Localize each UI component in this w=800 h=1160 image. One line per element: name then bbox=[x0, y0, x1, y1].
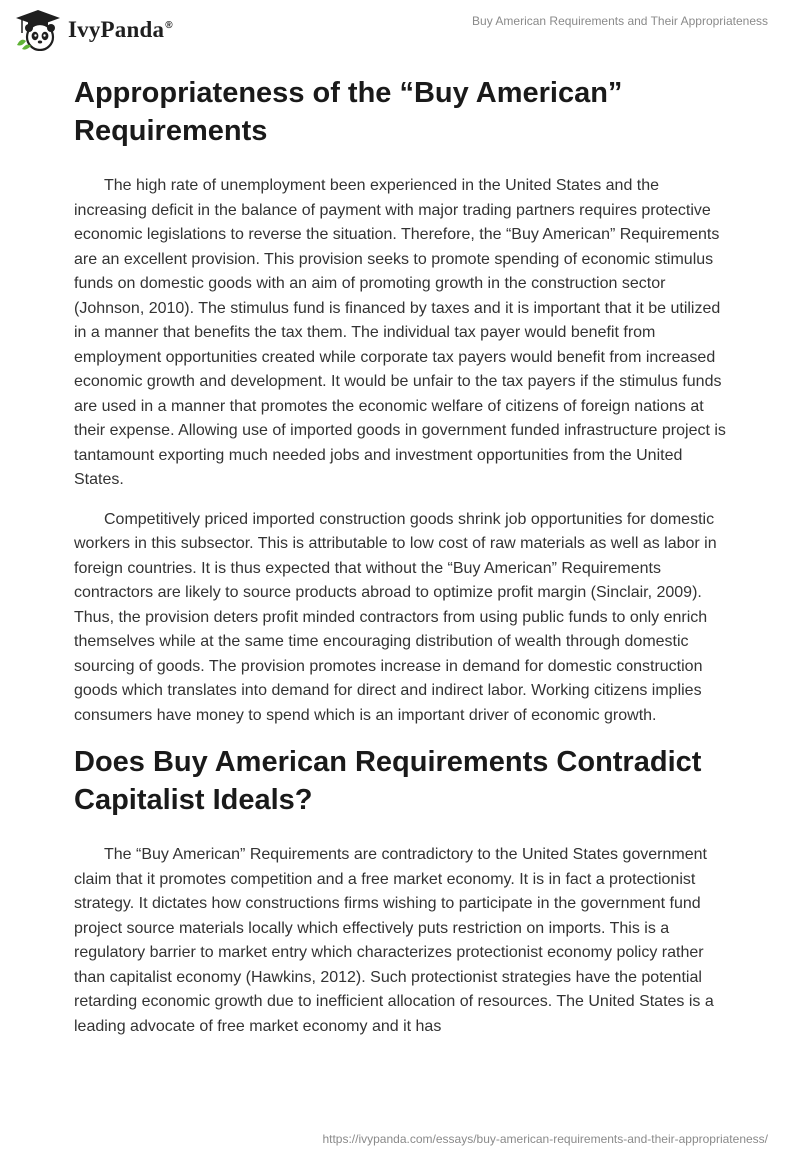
page-header bbox=[0, 0, 800, 62]
source-url-link[interactable]: https://ivypanda.com/essays/buy-american-requirements-and-their-appropriateness/ bbox=[322, 1132, 768, 1146]
ivypanda-logo[interactable] bbox=[14, 9, 173, 51]
document-title: Buy American Requirements and Their Appropriateness bbox=[472, 14, 768, 28]
brand-name: IvyPanda® bbox=[68, 17, 173, 42]
paragraph: The high rate of unemployment been experienced in the United States and the increasing deficit in the balance of payment with major trading partners requires protective economic legislations to reverse the situation. Therefore, the “Buy American” Requirements are an excellent provision. This provision seeks to promote spending of economic stimulus funds on domestic goods with an aim of promoting growth in the construction sector (Johnson, 2010). The stimulus fund is financed by taxes and it is important that it be utilized in a manner that benefits the tax them. The individual tax payer would benefit from employment opportunities created while corporate tax payers would benefit from increased economic growth and development. It would be unfair to the tax payers if the stimulus funds are used in a manner that promotes the economic welfare of citizens of foreign nations at their expense. Allowing use of imported goods in government funded infrastructure project is tantamount exporting much needed jobs and investment opportunities from the United States. bbox=[74, 177, 726, 488]
paragraph: Competitively priced imported construction goods shrink job opportunities for domestic workers in this subsector. This is attributable to low cost of raw materials as well as labor in foreign countries. It is thus expected that without the “Buy American” Requirements contractors are likely to source products abroad to optimize profit margin (Sinclair, 2009). Thus, the provision deters profit minded contractors from using public funds to only enrich themselves while at the same time encouraging distribution of wealth through domestic sourcing of goods. The provision promotes increase in demand for domestic construction goods which translates into demand for direct and indirect labor. Working citizens implies consumers have money to spend which is an important driver of economic growth. bbox=[74, 510, 717, 724]
section-heading-appropriateness: Appropriateness of the “Buy American” Requirements bbox=[74, 77, 623, 147]
article-body bbox=[74, 74, 734, 1039]
registered-mark: ® bbox=[165, 20, 173, 32]
panda-graduate-icon bbox=[14, 9, 62, 51]
paragraph: The “Buy American” Requirements are contradictory to the United States government claim that it promotes competition and a free market economy. It is in fact a protectionist strategy. It dictates how constructions firms wishing to participate in the government fund project source materials locally which effectively puts restriction on imports. This is a regulatory barrier to market entry which characterizes protectionist economy policy rather than capitalist economy (Hawkins, 2012). Such protectionist strategies have the potential retarding economic growth due to inefficient allocation of resources. The United States is a leading advocate of free market economy and it has bbox=[74, 846, 714, 1035]
section-heading-capitalist-ideals: Does Buy American Requirements Contradict Capitalist Ideals? bbox=[74, 746, 702, 816]
